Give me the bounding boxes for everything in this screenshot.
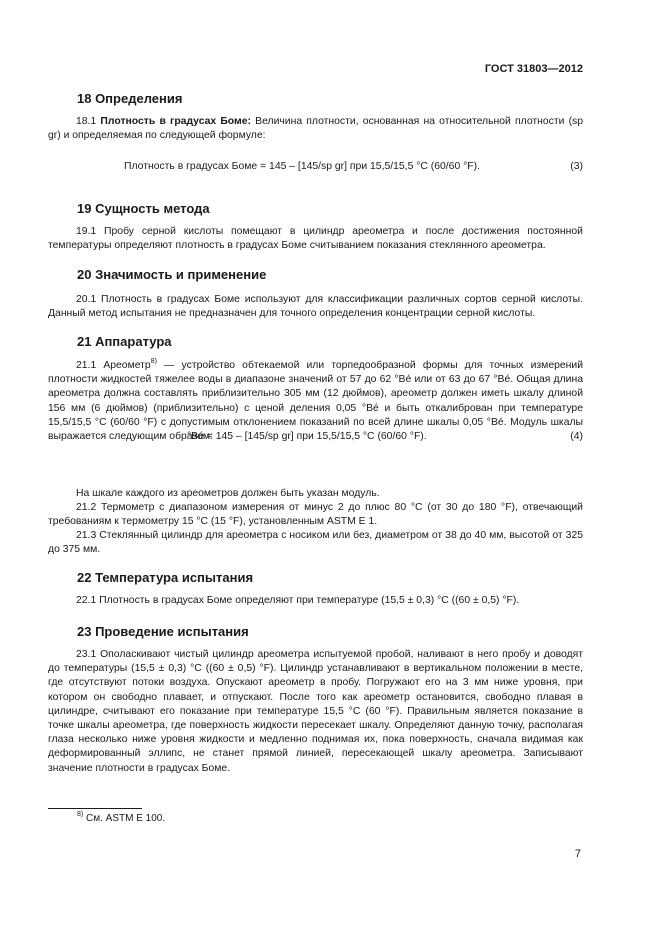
paragraph-21-3: 21.3 Стеклянный цилиндр для ареометра с носиком или без, диаметром от 38 до 40 мм, высотой от 325 до 375 мм. bbox=[48, 530, 583, 556]
paragraph-19-1: 19.1 Пробу серной кислоты помещают в цилиндр ареометра и после достижения постоянной температуры определяют плотность в градусах Боме считыванием показания стеклянного ареометра. bbox=[48, 226, 583, 252]
term: Плотность в градусах Боме: bbox=[100, 116, 251, 127]
footnote-divider bbox=[48, 808, 142, 809]
clause-number: 18.1 bbox=[76, 116, 97, 127]
section-19-title: 19 Сущность метода bbox=[77, 201, 210, 216]
footnote-text: См. ASTM E 100. bbox=[83, 813, 166, 824]
section-23-title: 23 Проведение испытания bbox=[77, 624, 249, 639]
footnote-ref: 8) bbox=[150, 358, 157, 365]
formula-3-number: (3) bbox=[570, 161, 583, 172]
section-21-title: 21 Аппаратура bbox=[77, 334, 172, 349]
clause-text: — устройство обтекаемой или торпедообразной формы для точных измерений плотности жидкостей тяжелее воды в диапазоне значений от 57 до 62 °Bé или от 63 до 67 °Bé. Общая длина ареометра должна составлять приблизительно 305 мм (12 дюймов), ареометр должен иметь шкалу длиной 156 мм (6 дюймов) (приблизительно) с ценой деления 0,05 °Bé и быть откалиброван при температуре 15,5/15,5 °С (60/60 °F) с допустимым отклонением показаний по всей длине шкалы 0,05 °Bé. Модуль шкалы выражается следующим образом: bbox=[48, 360, 583, 443]
section-20-title: 20 Значимость и применение bbox=[77, 267, 267, 282]
section-22-title: 22 Температура испытания bbox=[77, 570, 254, 585]
page-number: 7 bbox=[574, 848, 581, 860]
paragraph-20-1: 20.1 Плотность в градусах Боме используют для классификации различных сортов серной кислоты. Данный метод испытания не предназначен для точного определения концентрации серной кислоты. bbox=[48, 294, 583, 320]
definition-text: Величина плотности, основанная на относительной плотности (sp gr) и определяемая по следующей формуле: bbox=[48, 116, 584, 142]
formula-3: Плотность в градусах Боме = 145 – [145/sp gr] при 15,5/15,5 °С (60/60 °F). bbox=[124, 161, 480, 172]
clause-lead: 21.1 Ареометр bbox=[76, 360, 151, 371]
document-code: ГОСТ 31803—2012 bbox=[484, 63, 583, 75]
formula-4: °Bé = 145 – [145/sp gr] при 15,5/15,5 °С (60/60 °F). bbox=[187, 431, 427, 442]
section-18-title: 18 Определения bbox=[77, 91, 183, 106]
paragraph-21-2: 21.2 Термометр с диапазоном измерения от минус 2 до плюс 80 °С (от 30 до 180 °F), отвечающий требованиям к термометру 15 °С (15 °F), установленным ASTM E 1. bbox=[48, 502, 583, 528]
paragraph-23-1: 23.1 Ополаскивают чистый цилиндр ареометра испытуемой пробой, наливают в него пробу и доводят до температуры (15,5 ± 0,3) °С ((60 ± 0,5) °F). Цилиндр устанавливают в вертикальном положении в месте, где отсутствуют потоки воздуха. Опускают ареометр в пробу. Погружают его на 3 мм ниже уровня, при котором он свободно плавает, и отпускают. После того как ареометр остановится, свободно плавая в цилиндре, считывают его показание при температуре 15,5 °С (60 °F). Правильным является показание в точке шкалы ареометра, где поверхность жидкости пересекает шкалу. Определяют данную точку, располагая глаза несколько ниже уровня жидкости и медленно поднимая их, пока поверхность, сначала видимая как деформированный эллипс, не станет прямой линией, пересекающей шкалу ареометра. Записывают значение плотности в градусах Боме. bbox=[48, 649, 583, 774]
paragraph-18-1 bbox=[48, 115, 583, 143]
paragraph-21-note: На шкале каждого из ареометров должен быть указан модуль. bbox=[76, 488, 380, 499]
formula-4-number: (4) bbox=[570, 431, 583, 442]
footnote-marker: 8) bbox=[77, 811, 84, 818]
paragraph-22-1: 22.1 Плотность в градусах Боме определяют при температуре (15,5 ± 0,3) °С ((60 ± 0,5) °F). bbox=[76, 595, 520, 606]
footnote bbox=[77, 812, 165, 826]
